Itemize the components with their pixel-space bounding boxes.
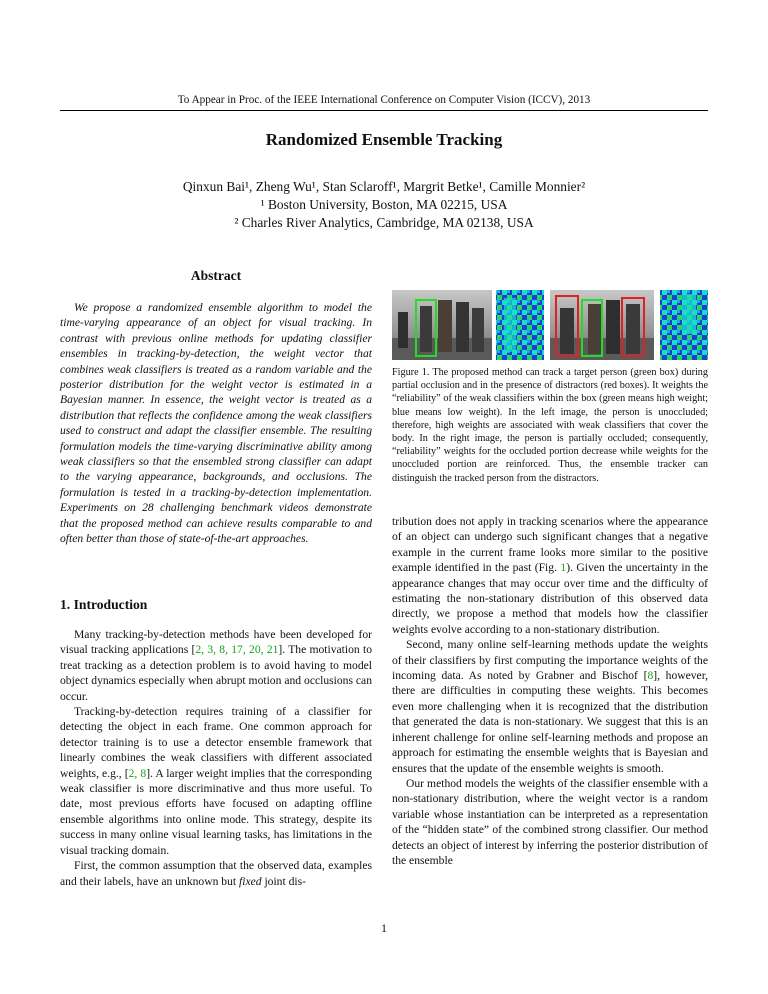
abstract-text: We propose a randomized ensemble algorithm to model the time-varying appearance of an object for visual tracking. In contrast with previous online methods for updating classifier ensembles in tracking-by-detection, the weight vector that combines weak classifiers is treated as a random variable and the posterior distribution for the weight vector is estimated in a Bayesian manner. In essence, the weight vector is treated as a distribution that reflects the confidence among the weak classifiers used to construct and adapt the classifier ensemble. The resulting formulation models the time-varying discriminative ability among weak classifiers so that the ensembled strong classifier can adapt to the varying appearance, backgrounds, and occlusions. The formulation is tested in a tracking-by-detection implementation. Experiments on 28 challenging benchmark videos demonstrate that the proposed method can achieve results comparable to and often better than those of state-of-the-art approaches.: [60, 301, 372, 546]
figure-1-image: [392, 290, 708, 360]
abstract-body: [60, 300, 372, 547]
introduction-text: [60, 627, 372, 889]
right-paragraph-2: Second, many online self-learning methods update the weights of their classifiers by first computing the importance weights of the incoming data. As noted by Grabner and Bischof [8], however, there are difficulties in computing these weights. This becomes even more challenging when it is recognized that the distribution that generated the data is non-stationary. We suggest that this is an inherent challenge for online self-learning methods and propose an approach for estimating the ensemble weights that is Bayesian and ensures that the update of the ensemble weights is smooth.: [392, 638, 708, 775]
right-column-text: [392, 514, 708, 868]
weight-map-left: [496, 290, 544, 360]
intro-paragraph-1: Many tracking-by-detection methods have been developed for visual tracking applications [2, 3, 8, 17, 20, 21]. The motivation to treat tracking as a detection problem is to avoid having to model object dynamics especially when abrupt motion and occlusions can occur.: [60, 628, 373, 703]
citation-link[interactable]: 8: [647, 669, 654, 683]
intro-paragraph-3: First, the common assumption that the observed data, examples and their labels, have an unknown but fixed joint dis-: [60, 859, 372, 888]
author-block: [0, 178, 768, 232]
citation-link[interactable]: 2, 3, 8, 17, 20, 21: [195, 643, 279, 657]
section-heading-introduction: 1. Introduction: [60, 597, 148, 612]
figure-1-caption: Figure 1. The proposed method can track a target person (green box) during partial occlusion and in the presence of distractors (red boxes). It weights the “reliability” of the weak classifiers within the box (green means high weight; blue means low weight). In the left image, the person is unoccluded; therefore, high weights are associated with weak classifiers that cover the body. In the right image, the person is partially occluded; consequently, “reliability” weights for the occluded portion decrease while weights for the unoccluded portion are reinforced. Thus, the ensemble tracker can distinguish the tracked person from the distractors.: [392, 367, 708, 484]
author-list: Qinxun Bai¹, Zheng Wu¹, Stan Sclaroff¹, Margrit Betke¹, Camille Monnier²: [182, 179, 586, 194]
venue-note: To Appear in Proc. of the IEEE International Conference on Computer Vision (ICCV), 2013: [177, 94, 591, 106]
right-paragraph-3: Our method models the weights of the classifier ensemble with a non-stationary distribution, where the weight vector is a random variable whose instantiation can be interpreted as a representation of the “hidden state” of the combined strong classifier. Our method detects an object of interest by inferring the posterior distribution of the ensemble: [392, 776, 708, 867]
intro-paragraph-2: Tracking-by-detection requires training of a classifier for detecting the object in each frame. One common approach for detector training is to use a detector ensemble framework that linearly combines the weak classifiers with different associated weights, e.g., [2, 8]. A larger weight implies that the corresponding weak classifier is more discriminative and thus more useful. To date, most previous efforts have focused on adapting offline ensemble algorithms into online mode. This strategy, despite its success in many online visual learning tasks, has limitations in the visual tracking domain.: [60, 705, 372, 857]
right-paragraph-1: tribution does not apply in tracking scenarios where the appearance of an object can undergo such significant changes that a negative example in the current frame looks more similar to the positive example identified in the past (Fig. 1). Given the uncertainty in the appearance changes that may occur over time and the difficulty of estimating the non-stationary distribution of this observed data directly, we propose a method that models how the classifier weights evolve according to a non-stationary distribution.: [392, 515, 708, 636]
figure-1: [392, 290, 708, 360]
header-rule: [60, 110, 708, 111]
citation-link[interactable]: 2, 8: [128, 766, 147, 780]
figure-ref-link[interactable]: 1: [560, 561, 567, 575]
affiliation-2: ² Charles River Analytics, Cambridge, MA 02138, USA: [234, 215, 534, 230]
paper-title: Randomized Ensemble Tracking: [265, 130, 503, 149]
affiliation-1: ¹ Boston University, Boston, MA 02215, USA: [260, 197, 508, 212]
page-number: 1: [381, 921, 387, 935]
abstract-heading: Abstract: [190, 268, 242, 283]
